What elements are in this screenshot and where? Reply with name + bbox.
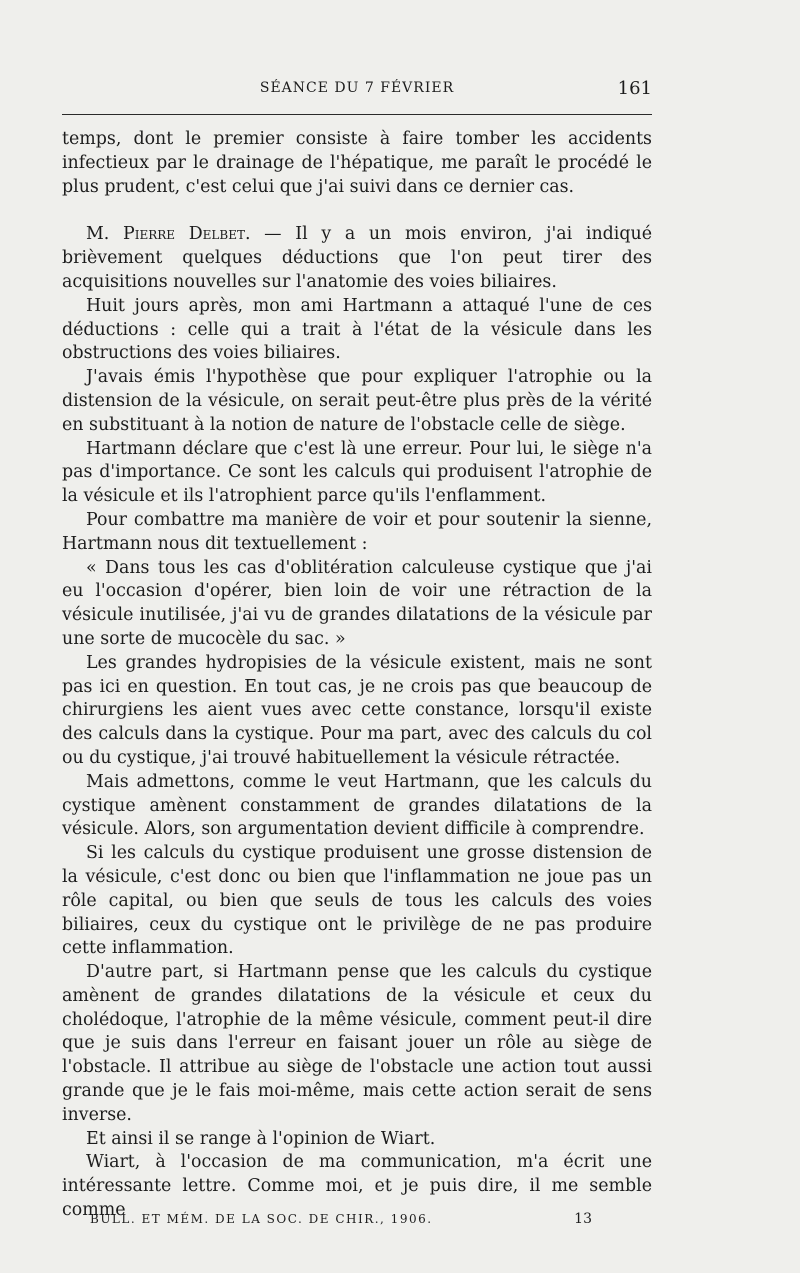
quotation-paragraph: « Dans tous les cas d'oblitération calculeuse cystique que j'ai eu l'occasion d'opérer, bien loin de voir une rétraction de la vésicule inutilisée, j'ai vu de grandes dilatations de la vésicule par une sorte de mucocèle du sac. » bbox=[62, 557, 652, 649]
paragraph: Hartmann déclare que c'est là une erreur. Pour lui, le siège n'a pas d'importance. Ce sont les calculs qui produisent l'atrophie de la vésicule et ils l'atrophient parce qu'ils l'enflamment. bbox=[62, 438, 652, 507]
paragraph: temps, dont le premier consiste à faire tomber les accidents infectieux par le drainage de l'hépatique, me paraît le procédé le plus prudent, c'est celui que j'ai suivi dans ce dernier cas. bbox=[62, 129, 652, 197]
paragraph: Mais admettons, comme le veut Hartmann, que les calculs du cystique amènent constamment de grandes dilatations de la vésicule. Alors, son argumentation devient difficile à comprendre. bbox=[62, 771, 652, 840]
paragraph: Les grandes hydropisies de la vésicule existent, mais ne sont pas ici en question. En tout cas, je ne crois pas que beaucoup de chirurgiens les aient vues avec cette constance, lorsqu'il existe des calculs dans la cystique. Pour ma part, avec des calculs du col ou du cystique, j'ai trouvé habituellement la vésicule rétractée. bbox=[62, 652, 652, 768]
signature-mark: 13 bbox=[574, 1211, 592, 1227]
page-number: 161 bbox=[617, 78, 652, 99]
paragraph: D'autre part, si Hartmann pense que les calculs du cystique amènent de grandes dilatations de la vésicule et ceux du cholédoque, l'atrophie de la même vésicule, comment peut-il dire que je suis dans l'erreur en faisant jouer un rôle au siège de l'obstacle. Il attribue au siège de l'obstacle une action tout aussi grande que je le fais moi-même, mais cette action serait de sens inverse. bbox=[62, 962, 652, 1125]
speaker-name: M. Pierre Delbet. bbox=[86, 224, 251, 245]
header-rule bbox=[62, 114, 652, 115]
paragraph: J'avais émis l'hypothèse que pour expliquer l'atrophie ou la distension de la vésicule, on serait peut-être plus près de la vérité en substituant à la notion de nature de l'obstacle celle de siège. bbox=[62, 367, 652, 435]
paragraph: Huit jours après, mon ami Hartmann a attaqué l'une de ces déductions : celle qui a trait à l'état de la vésicule dans les obstructions des voies biliaires. bbox=[62, 295, 652, 364]
paragraph: Wiart, à l'occasion de ma communication, m'a écrit une intéressante lettre. Comme moi, et je puis dire, il me semble comme bbox=[62, 1152, 652, 1221]
paragraph: Pour combattre ma manière de voir et pour soutenir la sienne, Hartmann nous dit textuellement : bbox=[62, 509, 652, 554]
page-footer bbox=[62, 1212, 652, 1232]
page-body bbox=[62, 128, 652, 1223]
running-header bbox=[62, 78, 652, 102]
speaker-text: — Il y a un mois environ, j'ai indiqué brièvement quelques déductions que l'on peut tirer des acquisitions nouvelles sur l'anatomie des voies biliaires. bbox=[62, 224, 652, 292]
paragraph: Et ainsi il se range à l'opinion de Wiart. bbox=[86, 1128, 436, 1149]
running-title: SÉANCE DU 7 FÉVRIER bbox=[259, 80, 455, 96]
journal-reference: BULL. ET MÉM. DE LA SOC. DE CHIR., 1906. bbox=[90, 1212, 433, 1226]
paragraph-speaker bbox=[62, 223, 652, 294]
paragraph: Si les calculs du cystique produisent une grosse distension de la vésicule, c'est donc ou bien que l'inflammation ne joue pas un rôle capital, ou bien que seuls de tous les calculs des voies biliaires, ceux du cystique ont le privilège de ne pas produire cette inflammation. bbox=[62, 843, 652, 959]
